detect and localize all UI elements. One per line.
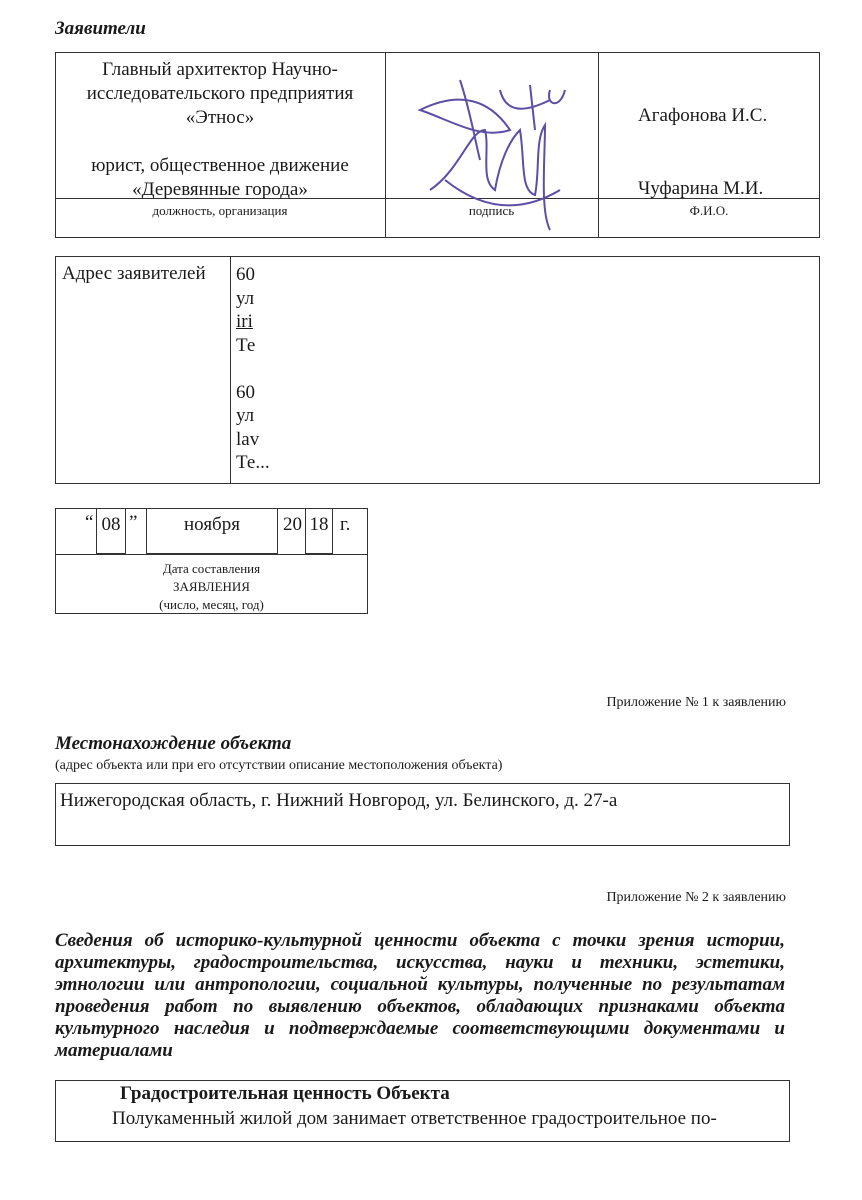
date-divider xyxy=(55,554,368,555)
value-box-text: Полукаменный жилой дом занимает ответственное градостроительное по- xyxy=(112,1108,717,1129)
address-line: Те xyxy=(236,334,256,356)
footer-name-label: Ф.И.О. xyxy=(689,203,729,218)
date-caption-line: Дата составления xyxy=(162,561,261,576)
date-quote-close: ” xyxy=(129,512,138,533)
date-caption xyxy=(55,560,368,614)
date-caption-line: (число, месяц, год) xyxy=(159,597,264,612)
address-label: Адрес заявителей xyxy=(62,263,206,284)
address-line: 60 xyxy=(236,264,255,285)
position-line: исследовательского предприятия xyxy=(86,83,354,104)
address-line: Те... xyxy=(236,452,270,473)
address-line: 60 xyxy=(236,381,255,403)
position-cell xyxy=(55,58,385,202)
appendix2-label: Приложение № 2 к заявлению xyxy=(606,890,786,905)
date-year-prefix: 20 xyxy=(283,514,302,535)
address-lines xyxy=(236,263,270,475)
footer-position-label: должность, организация xyxy=(152,203,288,218)
position-line: «Этнос» xyxy=(185,107,255,128)
address-divider xyxy=(230,256,231,484)
date-month: ноября xyxy=(184,514,240,535)
footer-signature-label: подпись xyxy=(468,203,515,218)
date-day: 08 xyxy=(101,514,121,535)
position-line: юрист, общественное движение xyxy=(91,155,349,176)
address-line: lav xyxy=(236,428,260,450)
position-line: Главный архитектор Научно- xyxy=(102,59,338,80)
appendix1-label: Приложение № 1 к заявлению xyxy=(606,695,786,710)
value-box-title: Градостроительная ценность Объекта xyxy=(120,1083,450,1104)
date-caption-line: ЗАЯВЛЕНИЯ xyxy=(173,579,250,594)
address-box xyxy=(55,256,820,484)
date-year-unit: г. xyxy=(340,514,351,535)
date-quote-open: “ xyxy=(85,512,94,533)
appendix1-subheading: (адрес объекта или при его отсутствии описание местоположения объекта) xyxy=(55,758,503,773)
date-year-suffix: 18 xyxy=(309,514,329,535)
applicant-name: Агафонова И.С. xyxy=(638,105,768,126)
appendix1-heading: Местонахождение объекта xyxy=(55,733,292,754)
applicant-name: Чуфарина М.И. xyxy=(638,178,764,199)
location-text: Нижегородская область, г. Нижний Новгород, ул. Белинского, д. 27-а xyxy=(60,790,618,811)
applicants-heading: Заявители xyxy=(55,18,146,39)
position-line: «Деревянные города» xyxy=(132,179,308,200)
address-line: ул xyxy=(236,405,255,426)
address-line: ул xyxy=(236,287,255,309)
appendix2-heading: Сведения об историко-культурной ценности объекта с точки зрения истории, архитектуры, градостроительства, искусства, науки и техники, эстетики, этнологии или антропологии, социальной культуры, полученные по результатам проведения работ по выявлению объектов, обладающих признаками объекта культурного наследия и подтверждаемые соответствующими документами и материалами xyxy=(55,930,785,1061)
address-line: iri xyxy=(236,311,253,332)
